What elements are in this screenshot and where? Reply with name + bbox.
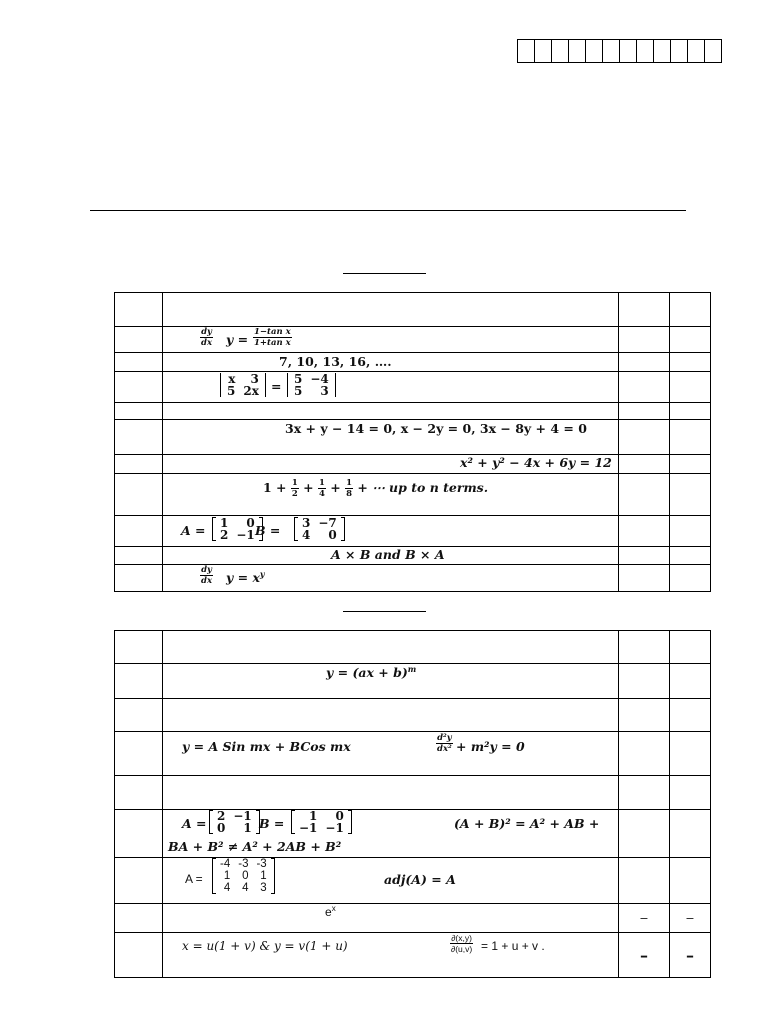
math-text: x = u(1 + v) & y = v(1 + u) bbox=[182, 939, 348, 953]
matrix-entry: 0 bbox=[242, 870, 249, 882]
math-text: – bbox=[670, 933, 711, 978]
math-text: A × B and B × A bbox=[331, 547, 445, 562]
section2-question-table bbox=[114, 630, 711, 978]
question-row bbox=[115, 327, 711, 353]
question-row bbox=[115, 455, 711, 474]
table-header-row bbox=[115, 293, 711, 327]
math-text: adj(A) = A bbox=[384, 872, 456, 887]
matrix-entry: −7 bbox=[318, 516, 337, 530]
matrix-entry: -3 bbox=[256, 858, 267, 870]
math-text: A = bbox=[181, 523, 206, 538]
question-row bbox=[115, 699, 711, 732]
matrix-entry: 0 bbox=[246, 516, 255, 530]
roll-number-box[interactable] bbox=[620, 40, 637, 62]
determinant-right bbox=[286, 373, 337, 397]
math-text: – bbox=[619, 904, 670, 933]
question-row bbox=[115, 420, 711, 455]
math-text: m bbox=[407, 664, 417, 674]
roll-number-boxes bbox=[517, 39, 722, 63]
matrix-entry: 2x bbox=[243, 384, 259, 398]
matrix-entry: 3 bbox=[250, 372, 259, 386]
math-text: y = x bbox=[226, 570, 260, 586]
math-text: A = bbox=[182, 816, 207, 831]
question-row bbox=[115, 403, 711, 420]
fraction: $\frac{1}{4}$ bbox=[318, 478, 325, 499]
math-text: = bbox=[271, 379, 282, 394]
question-row bbox=[115, 565, 711, 592]
roll-number-box[interactable] bbox=[552, 40, 569, 62]
matrix-entry: −1 bbox=[236, 528, 255, 542]
roll-number-box[interactable] bbox=[688, 40, 705, 62]
matrix-entry: 0 bbox=[328, 528, 337, 542]
matrix-entry: 0 bbox=[217, 821, 226, 835]
matrix-entry: 5 bbox=[294, 372, 303, 386]
roll-number-box[interactable] bbox=[603, 40, 620, 62]
roll-number-box[interactable] bbox=[569, 40, 586, 62]
matrix-entry: −1 bbox=[325, 821, 344, 835]
math-text: BA + B² ≠ A² + 2AB + B² bbox=[168, 839, 342, 854]
section1-question-table bbox=[114, 292, 711, 592]
question-row bbox=[115, 732, 711, 776]
matrix-A bbox=[212, 858, 275, 894]
matrix-entry: 1 bbox=[309, 809, 318, 823]
matrix-B bbox=[291, 810, 352, 834]
math-text: + bbox=[298, 480, 318, 495]
matrix-entry: 3 bbox=[260, 882, 267, 894]
matrix-entry: −1 bbox=[299, 821, 318, 835]
math-text: (A + B)² = A² + AB + bbox=[454, 816, 600, 831]
math-text: y = bbox=[226, 332, 249, 347]
roll-number-box[interactable] bbox=[654, 40, 671, 62]
matrix-entry: 4 bbox=[223, 882, 231, 894]
math-text: 1−tan x bbox=[254, 327, 291, 337]
math-text: ∂(x,y) bbox=[451, 933, 472, 943]
question-row bbox=[115, 858, 711, 904]
section1-heading-underline bbox=[343, 273, 426, 274]
matrix-entry: 4 bbox=[302, 528, 311, 542]
math-text: + m²y = 0 bbox=[456, 739, 525, 754]
question-row bbox=[115, 474, 711, 516]
math-text: 1 + bbox=[263, 480, 291, 495]
matrix-entry: 2 bbox=[217, 809, 226, 823]
matrix-entry: 3 bbox=[320, 384, 329, 398]
matrix-entry: 4 bbox=[242, 882, 249, 894]
fraction: $\frac{1}{2}$ bbox=[291, 478, 298, 499]
math-text: d²y bbox=[437, 733, 452, 743]
math-text: dx bbox=[201, 576, 213, 586]
matrix-entry: x bbox=[228, 372, 236, 386]
matrix-entry: 1 bbox=[260, 870, 267, 882]
math-text: ∂(u,v) bbox=[451, 944, 473, 954]
matrix-entry: 3 bbox=[302, 516, 311, 530]
table-header-row bbox=[115, 631, 711, 664]
math-text: 1+tan x bbox=[254, 338, 291, 348]
math-text: + bbox=[325, 480, 346, 495]
matrix-entry: 5 bbox=[227, 384, 236, 398]
determinant-left bbox=[219, 373, 267, 397]
math-text: y bbox=[259, 569, 265, 579]
header-rule bbox=[90, 210, 686, 211]
math-text: 3x + y − 14 = 0, x − 2y = 0, 3x − 8y + 4 = 0 bbox=[285, 421, 587, 436]
question-row bbox=[115, 353, 711, 372]
matrix-A bbox=[209, 810, 260, 834]
matrix-entry: -4 bbox=[220, 858, 231, 870]
roll-number-box[interactable] bbox=[637, 40, 654, 62]
matrix-entry: 2 bbox=[220, 528, 229, 542]
roll-number-box[interactable] bbox=[518, 40, 535, 62]
math-text: e bbox=[325, 905, 332, 919]
matrix-entry: 1 bbox=[220, 516, 229, 530]
math-text: dx bbox=[201, 338, 213, 348]
math-text: + ⋯ up to n terms. bbox=[353, 480, 489, 495]
matrix-entry: 1 bbox=[243, 821, 252, 835]
math-text: dy bbox=[201, 327, 212, 337]
section2-heading-underline bbox=[343, 611, 426, 612]
math-text: A = bbox=[185, 872, 203, 886]
question-row bbox=[115, 372, 711, 403]
matrix-entry: 1 bbox=[223, 870, 231, 882]
matrix-entry: 5 bbox=[294, 384, 303, 398]
math-text: x² + y² − 4x + 6y = 12 bbox=[460, 455, 612, 470]
fraction: $\frac{1}{8}$ bbox=[346, 478, 353, 499]
math-text: – bbox=[670, 904, 711, 933]
question-row bbox=[115, 810, 711, 858]
question-row bbox=[115, 904, 711, 933]
math-text: y = (ax + b) bbox=[326, 665, 408, 681]
roll-number-box[interactable] bbox=[586, 40, 603, 62]
roll-number-box[interactable] bbox=[705, 40, 721, 62]
matrix-entry: -3 bbox=[238, 858, 249, 870]
matrix-entry: −1 bbox=[233, 809, 252, 823]
math-text: y = A Sin mx + BCos mx bbox=[182, 739, 351, 754]
matrix-entry: 0 bbox=[335, 809, 344, 823]
math-text: = 1 + u + v . bbox=[481, 939, 545, 953]
math-text: – bbox=[619, 933, 670, 978]
matrix-B bbox=[294, 517, 345, 541]
question-row bbox=[115, 547, 711, 565]
matrix-entry: −4 bbox=[310, 372, 329, 386]
question-row bbox=[115, 664, 711, 699]
roll-number-box[interactable] bbox=[671, 40, 688, 62]
question-row bbox=[115, 776, 711, 810]
math-text: 7, 10, 13, 16, …. bbox=[279, 354, 392, 369]
math-text: x bbox=[331, 904, 336, 913]
roll-number-box[interactable] bbox=[535, 40, 552, 62]
question-row bbox=[115, 933, 711, 978]
math-text: dy bbox=[201, 565, 212, 575]
question-row bbox=[115, 516, 711, 547]
math-text: B = bbox=[259, 816, 285, 831]
math-text: dx² bbox=[437, 744, 452, 754]
math-text: B = bbox=[255, 523, 281, 538]
